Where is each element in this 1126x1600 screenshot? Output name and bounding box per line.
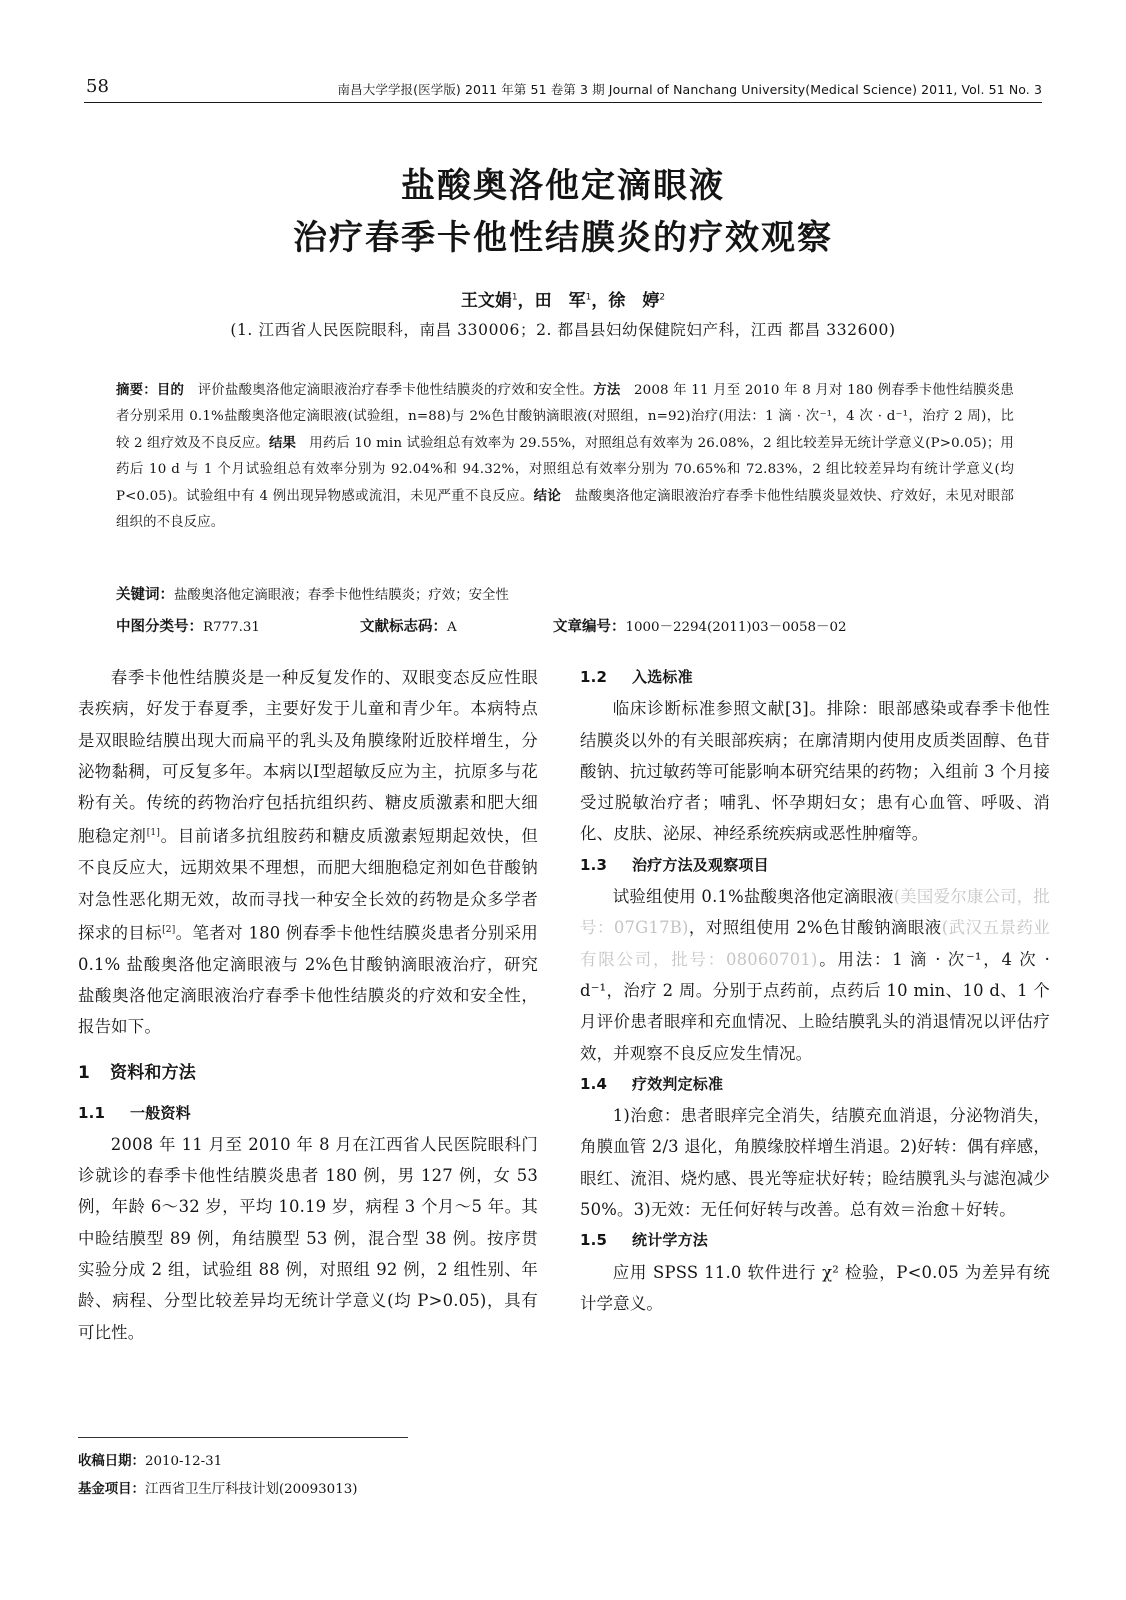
faded-text: (美国爱尔康公司，批号：07G17B) (580, 887, 1050, 938)
introduction-paragraph: 春季卡他性结膜炎是一种反复发作的、双眼变态反应性眼表疾病，好发于春夏季，主要好发于儿童和青少年。本病特点是双眼睑结膜出现大而扁平的乳头及角膜缘附近胶样增生，分泌物黏稠，可反复多年。本病以Ⅰ型超敏反应为主，抗原多与花粉有关。传统的药物治疗包括抗组织药、糖皮质激素和肥大细胞稳定剂[1]。目前诸多抗组胺药和糖皮质激素短期起效快，但不良反应大，远期效果不理想，而肥大细胞稳定剂如色苷酸钠对急性恶化期无效，故而寻找一种安全长效的药物是众多学者探求的目标[2]。笔者对 180 例春季卡他性结膜炎患者分别采用 0.1% 盐酸奥洛他定滴眼液与 2%色甘酸钠滴眼液治疗，研究盐酸奥洛他定滴眼液治疗春季卡他性结膜炎的疗效和安全性，报告如下。 (78, 668, 538, 1037)
subsection-paragraph: 1)治愈：患者眼痒完全消失，结膜充血消退，分泌物消失，角膜血管 2/3 退化，角膜缘胶样增生消退。2)好转：偶有痒感，眼红、流泪、烧灼感、畏光等症状好转；睑结膜乳头与滤泡减少 50%。3)无效：无任何好转与改善。总有效＝治愈＋好转。 (580, 1106, 1050, 1220)
document-code-value: A (447, 620, 457, 635)
methods-label: 方法 (593, 383, 621, 398)
keywords (116, 584, 1014, 607)
abstract-label: 摘要： (116, 383, 157, 398)
body-right-column (580, 662, 1050, 1319)
author-list: 王文娟$^1$，田 军$^1$，徐 婷$^2$ (460, 291, 666, 311)
article-id (553, 616, 847, 639)
subsection-paragraph: 临床诊断标准参照文献[3]。排除：眼部感染或春季卡他性结膜炎以外的有关眼部疾病；在廓清期内使用皮质类固醇、色苷酸钠、抗过敏药等可能影响本研究结果的药物；入组前 3 个月接受过脱敏治疗者；哺乳、怀孕期妇女；患有心血管、呼吸、消化、皮肤、泌尿、神经系统疾病或恶性肿瘤等。 (580, 699, 1050, 844)
article-id-value: 1000－2294(2011)03－0058－02 (625, 620, 847, 635)
citation-ref: [1] (146, 828, 161, 839)
conclusion-label: 结论 (533, 488, 562, 504)
received-date: 收稿日期：2010-12-31 (78, 1454, 223, 1469)
keywords-label: 关键词： (116, 587, 174, 603)
author-affiliation-mark: 2 (659, 292, 666, 303)
objective-text: 评价盐酸奥洛他定滴眼液治疗春季卡他性结膜炎的疗效和安全性。 (197, 383, 594, 398)
subsection-paragraph: 应用 SPSS 11.0 软件进行 χ² 检验，P<0.05 为差异有统计学意义。 (580, 1262, 1050, 1313)
body-left-column (78, 662, 538, 1348)
clc-number (116, 616, 260, 639)
author-name: 王文娟 (460, 291, 512, 311)
abstract (116, 378, 1014, 536)
conclusion-text: 盐酸奥洛他定滴眼液治疗春季卡他性结膜炎显效快、疗效好，未见对眼部组织的不良反应。 (116, 488, 1014, 531)
citation-ref: [2] (162, 924, 176, 935)
footnotes (78, 1448, 357, 1504)
author-affiliation-mark: 1 (585, 292, 592, 303)
article-title-line-1: 盐酸奥洛他定滴眼液 (401, 166, 725, 206)
subsection-heading: 1.3 治疗方法及观察项目 (580, 855, 769, 874)
clc-label: 中图分类号： (116, 619, 203, 635)
fund-project: 基金项目：江西省卫生厅科技计划(20093013) (78, 1482, 358, 1497)
affiliations: (1. 江西省人民医院眼科，南昌 330006；2. 都昌县妇幼保健院妇产科，江西 都昌 332600) (230, 321, 896, 339)
document-code (360, 616, 457, 639)
journal-running-head: 南昌大学学报(医学版) 2011 年第 51 卷第 3 期 Journal of Nanchang University(Medical Science) 2011, Vol. 51 No. 3 (337, 82, 1042, 97)
faded-text: (武汉五景药业有限公司，批号：08060701) (580, 918, 1051, 969)
author-affiliation-mark: 1 (511, 292, 518, 303)
clc-value: R777.31 (203, 620, 260, 635)
article-title-line-2: 治疗春季卡他性结膜炎的疗效观察 (293, 218, 833, 258)
keywords-value: 盐酸奥洛他定滴眼液；春季卡他性结膜炎；疗效；安全性 (174, 588, 509, 603)
document-code-label: 文献标志码： (360, 619, 447, 635)
article-id-label: 文章编号： (553, 619, 626, 635)
objective-label: 目的 (156, 383, 185, 398)
author-name: 田 军 (534, 291, 586, 311)
subsection-heading: 1.1 一般资料 (78, 1103, 191, 1122)
page-number: 58 (86, 76, 109, 97)
running-header (84, 74, 1042, 103)
section-heading: 1 资料和方法 (78, 1062, 196, 1083)
subsection-heading: 1.2 入选标准 (580, 668, 693, 686)
methods-text: 2008 年 11 月至 2010 年 8 月对 180 例春季卡他性结膜炎患者分别采用 0.1%盐酸奥洛他定滴眼液(试验组，n=88)与 2%色甘酸钠滴眼液(对照组，n=92)治疗(用法：1 滴 · 次⁻¹，4 次 · d⁻¹，治疗 2 周)，比较 2 组疗效及不良反应。 (116, 383, 1014, 451)
results-text: 用药后 10 min 试验组总有效率为 29.55%，对照组总有效率为 26.08%，2 组比较差异无统计学意义(P>0.05)；用药后 10 d 与 1 个月试验组总有效率分别为 92.04%和 94.32%，对照组总有效率分别为 70.65%和 72.83%，2 组比较差异均有统计学意义(均 P<0.05)。试验组中有 4 例出现异物感或流泪，未见严重不良反应。 (116, 435, 1014, 504)
author-name: 徐 婷 (608, 291, 660, 311)
footnote-divider (78, 1437, 408, 1438)
subsection-paragraph: 试验组使用 0.1%盐酸奥洛他定滴眼液(美国爱尔康公司，批号：07G17B)，对照组使用 2%色甘酸钠滴眼液(武汉五景药业有限公司，批号：08060701)。用法：1 滴 · 次⁻¹，4 次 · d⁻¹，治疗 2 周。分别于点药前，点药后 10 min、10 d、1 个月评价患者眼痒和充血情况、上睑结膜乳头的消退情况以评估疗效，并观察不良反应发生情况。 (580, 887, 1051, 1063)
subsection-heading: 1.5 统计学方法 (580, 1231, 709, 1250)
subsection-paragraph: 2008 年 11 月至 2010 年 8 月在江西省人民医院眼科门诊就诊的春季卡他性结膜炎患者 180 例，男 127 例，女 53 例，年龄 6～32 岁，平均 10.19 岁，病程 3 个月～5 年。其中睑结膜型 89 例，角结膜型 53 例，混合型 38 例。按序贯实验分成 2 组，试验组 88 例，对照组 92 例，2 组性别、年龄、病程、分型比较差异均无统计学意义(均 P>0.05)，具有可比性。 (78, 1134, 538, 1342)
subsection-heading: 1.4 疗效判定标准 (580, 1074, 724, 1093)
results-label: 结果 (268, 435, 297, 451)
